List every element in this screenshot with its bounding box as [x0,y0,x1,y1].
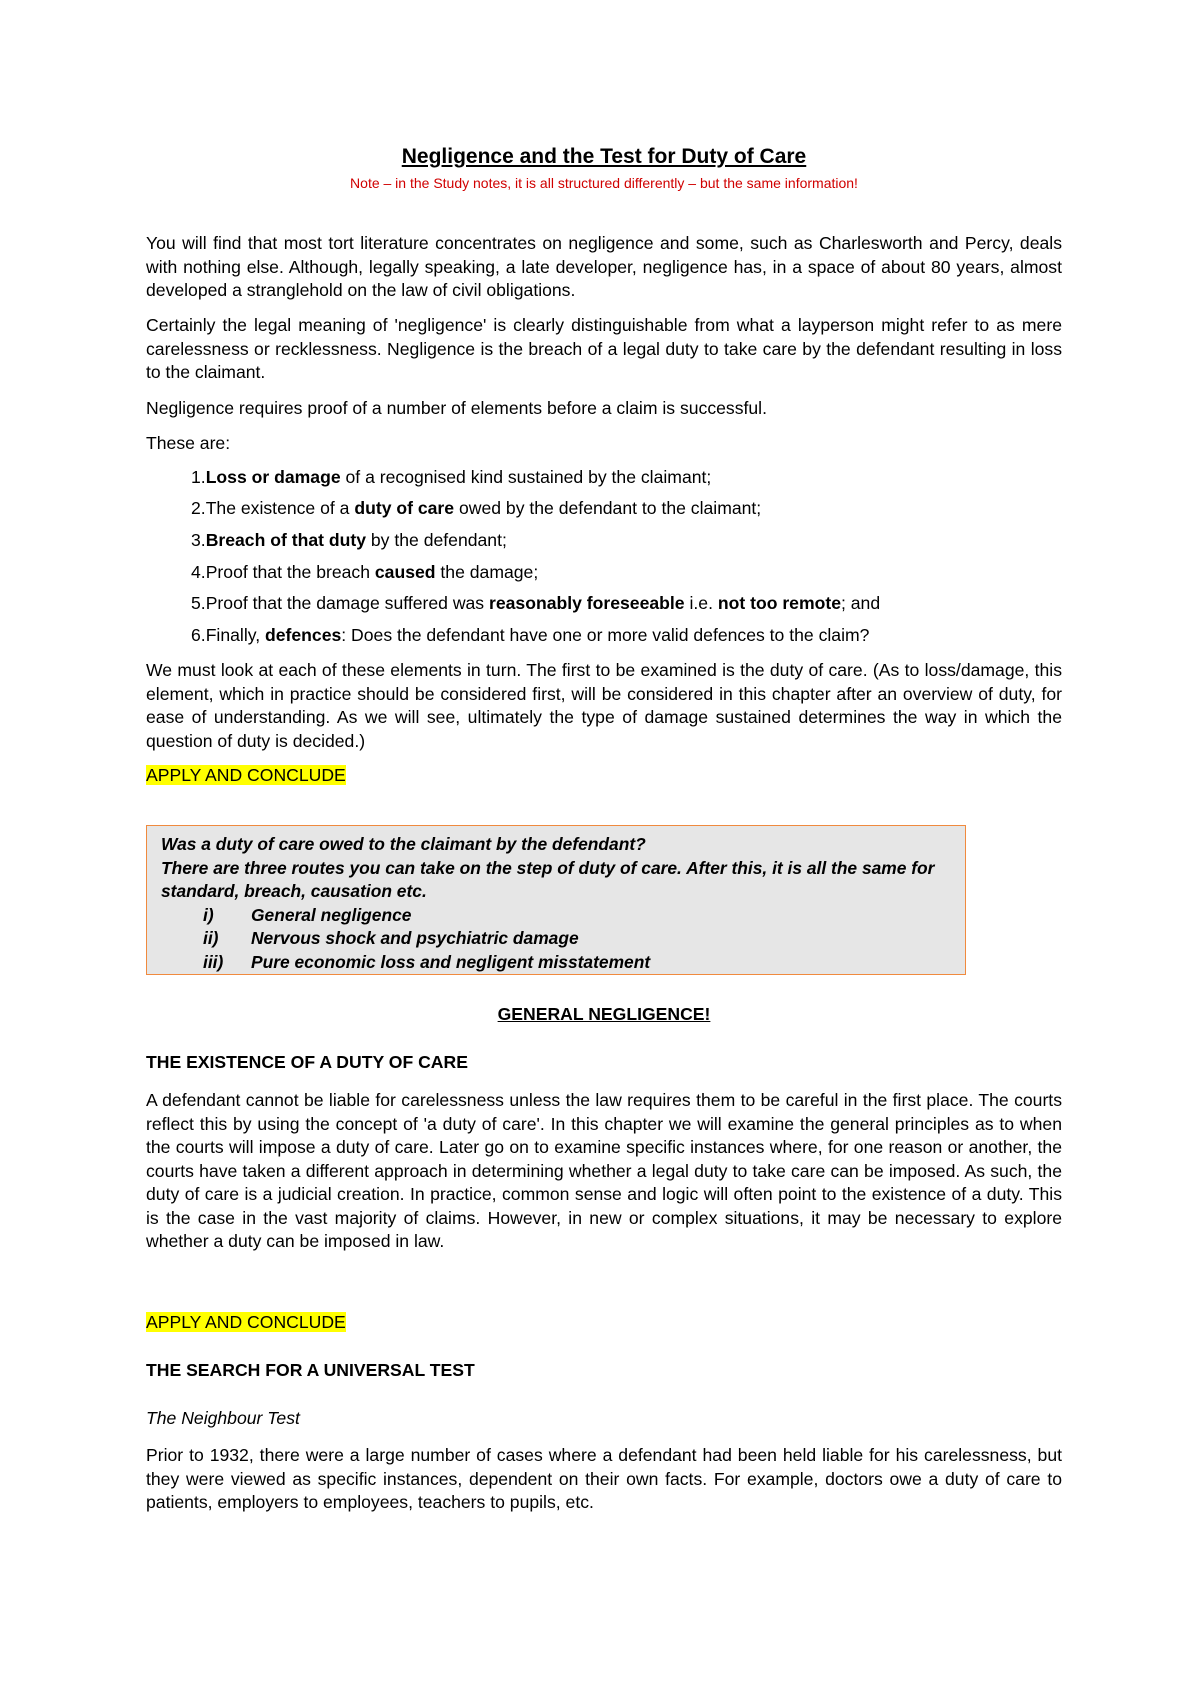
neighbour-test-heading: The Neighbour Test [146,1408,300,1428]
list-item: 2.The existence of a duty of care owed by the defendant to the claimant; [191,498,762,518]
route-item: iii) Pure economic loss and negligent misstatement [203,951,651,972]
list-item: 1.Loss or damage of a recognised kind sustained by the claimant; [191,467,712,487]
highlighted-text: APPLY AND CONCLUDE [146,765,346,785]
box-question: Was a duty of care owed to the claimant by the defendant? [161,834,646,854]
highlighted-text: APPLY AND CONCLUDE [146,1312,346,1332]
prior-1932-paragraph: Prior to 1932, there were a large number of cases where a defendant had been held liable for his carelessness, but they were viewed as specific instances, dependent on their own facts. For example, doctors owe a duty of care to patients, employers to employees, teachers to pupils, etc. [146,1445,1062,1512]
intro-paragraph: You will find that most tort literature concentrates on negligence and some, such as Charlesworth and Percy, deals with nothing else. Although, legally speaking, a late developer, negligence has, in a space of about 80 years, almost developed a stranglehold on the law of civil obligations. [146,233,1062,300]
box-routes-intro: There are three routes you can take on the step of duty of care. After this, it is all the same for standard, breach, causation etc. [161,857,935,901]
existence-heading: THE EXISTENCE OF A DUTY OF CARE [146,1052,468,1072]
duty-routes-box [146,825,966,975]
elements-overview-paragraph: We must look at each of these elements in turn. The first to be examined is the duty of care. (As to loss/damage, this element, which in practice should be considered first, will be considered in this chapter after an overview of duty, for ease of understanding. As we will see, ultimately the type of damage sustained determines the way in which the question of duty is decided.) [146,660,1062,751]
elements-intro-paragraph: Negligence requires proof of a number of elements before a claim is successful. [146,398,767,418]
route-item: i) General negligence [203,904,412,925]
these-are-label: These are: [146,433,231,453]
list-item: 3.Breach of that duty by the defendant; [191,530,507,550]
list-item: 6.Finally, defences: Does the defendant have one or more valid defences to the claim? [191,625,870,645]
list-item: 5.Proof that the damage suffered was reasonably foreseeable i.e. not too remote; and [191,593,881,613]
search-heading: THE SEARCH FOR A UNIVERSAL TEST [146,1360,475,1380]
list-item: 4.Proof that the breach caused the damage; [191,562,539,582]
route-item: ii) Nervous shock and psychiatric damage [203,928,579,948]
study-note: Note – in the Study notes, it is all structured differently – but the same information! [350,175,858,191]
duty-paragraph: A defendant cannot be liable for carelessness unless the law requires them to be careful in the first place. The courts reflect this by using the concept of 'a duty of care'. In this chapter we will examine the general principles as to when the courts will impose a duty of care. Later go on to examine specific instances where, for one reason or another, the courts have taken a different approach in determining whether a legal duty to take care can be imposed. As such, the duty of care is a judicial creation. In practice, common sense and logic will often point to the existence of a duty. This is the case in the vast majority of claims. However, in new or complex situations, it may be necessary to explore whether a duty can be imposed in law. [146,1090,1062,1251]
meaning-paragraph: Certainly the legal meaning of 'negligence' is clearly distinguishable from what a layperson might refer to as mere carelessness or recklessness. Negligence is the breach of a legal duty to take care by the defendant resulting in loss to the claimant. [146,315,1062,382]
apply-conclude-1 [146,764,1062,788]
apply-conclude-2 [146,1311,1062,1335]
document-title: Negligence and the Test for Duty of Care [401,145,807,168]
general-negligence-heading: GENERAL NEGLIGENCE! [497,1004,711,1024]
